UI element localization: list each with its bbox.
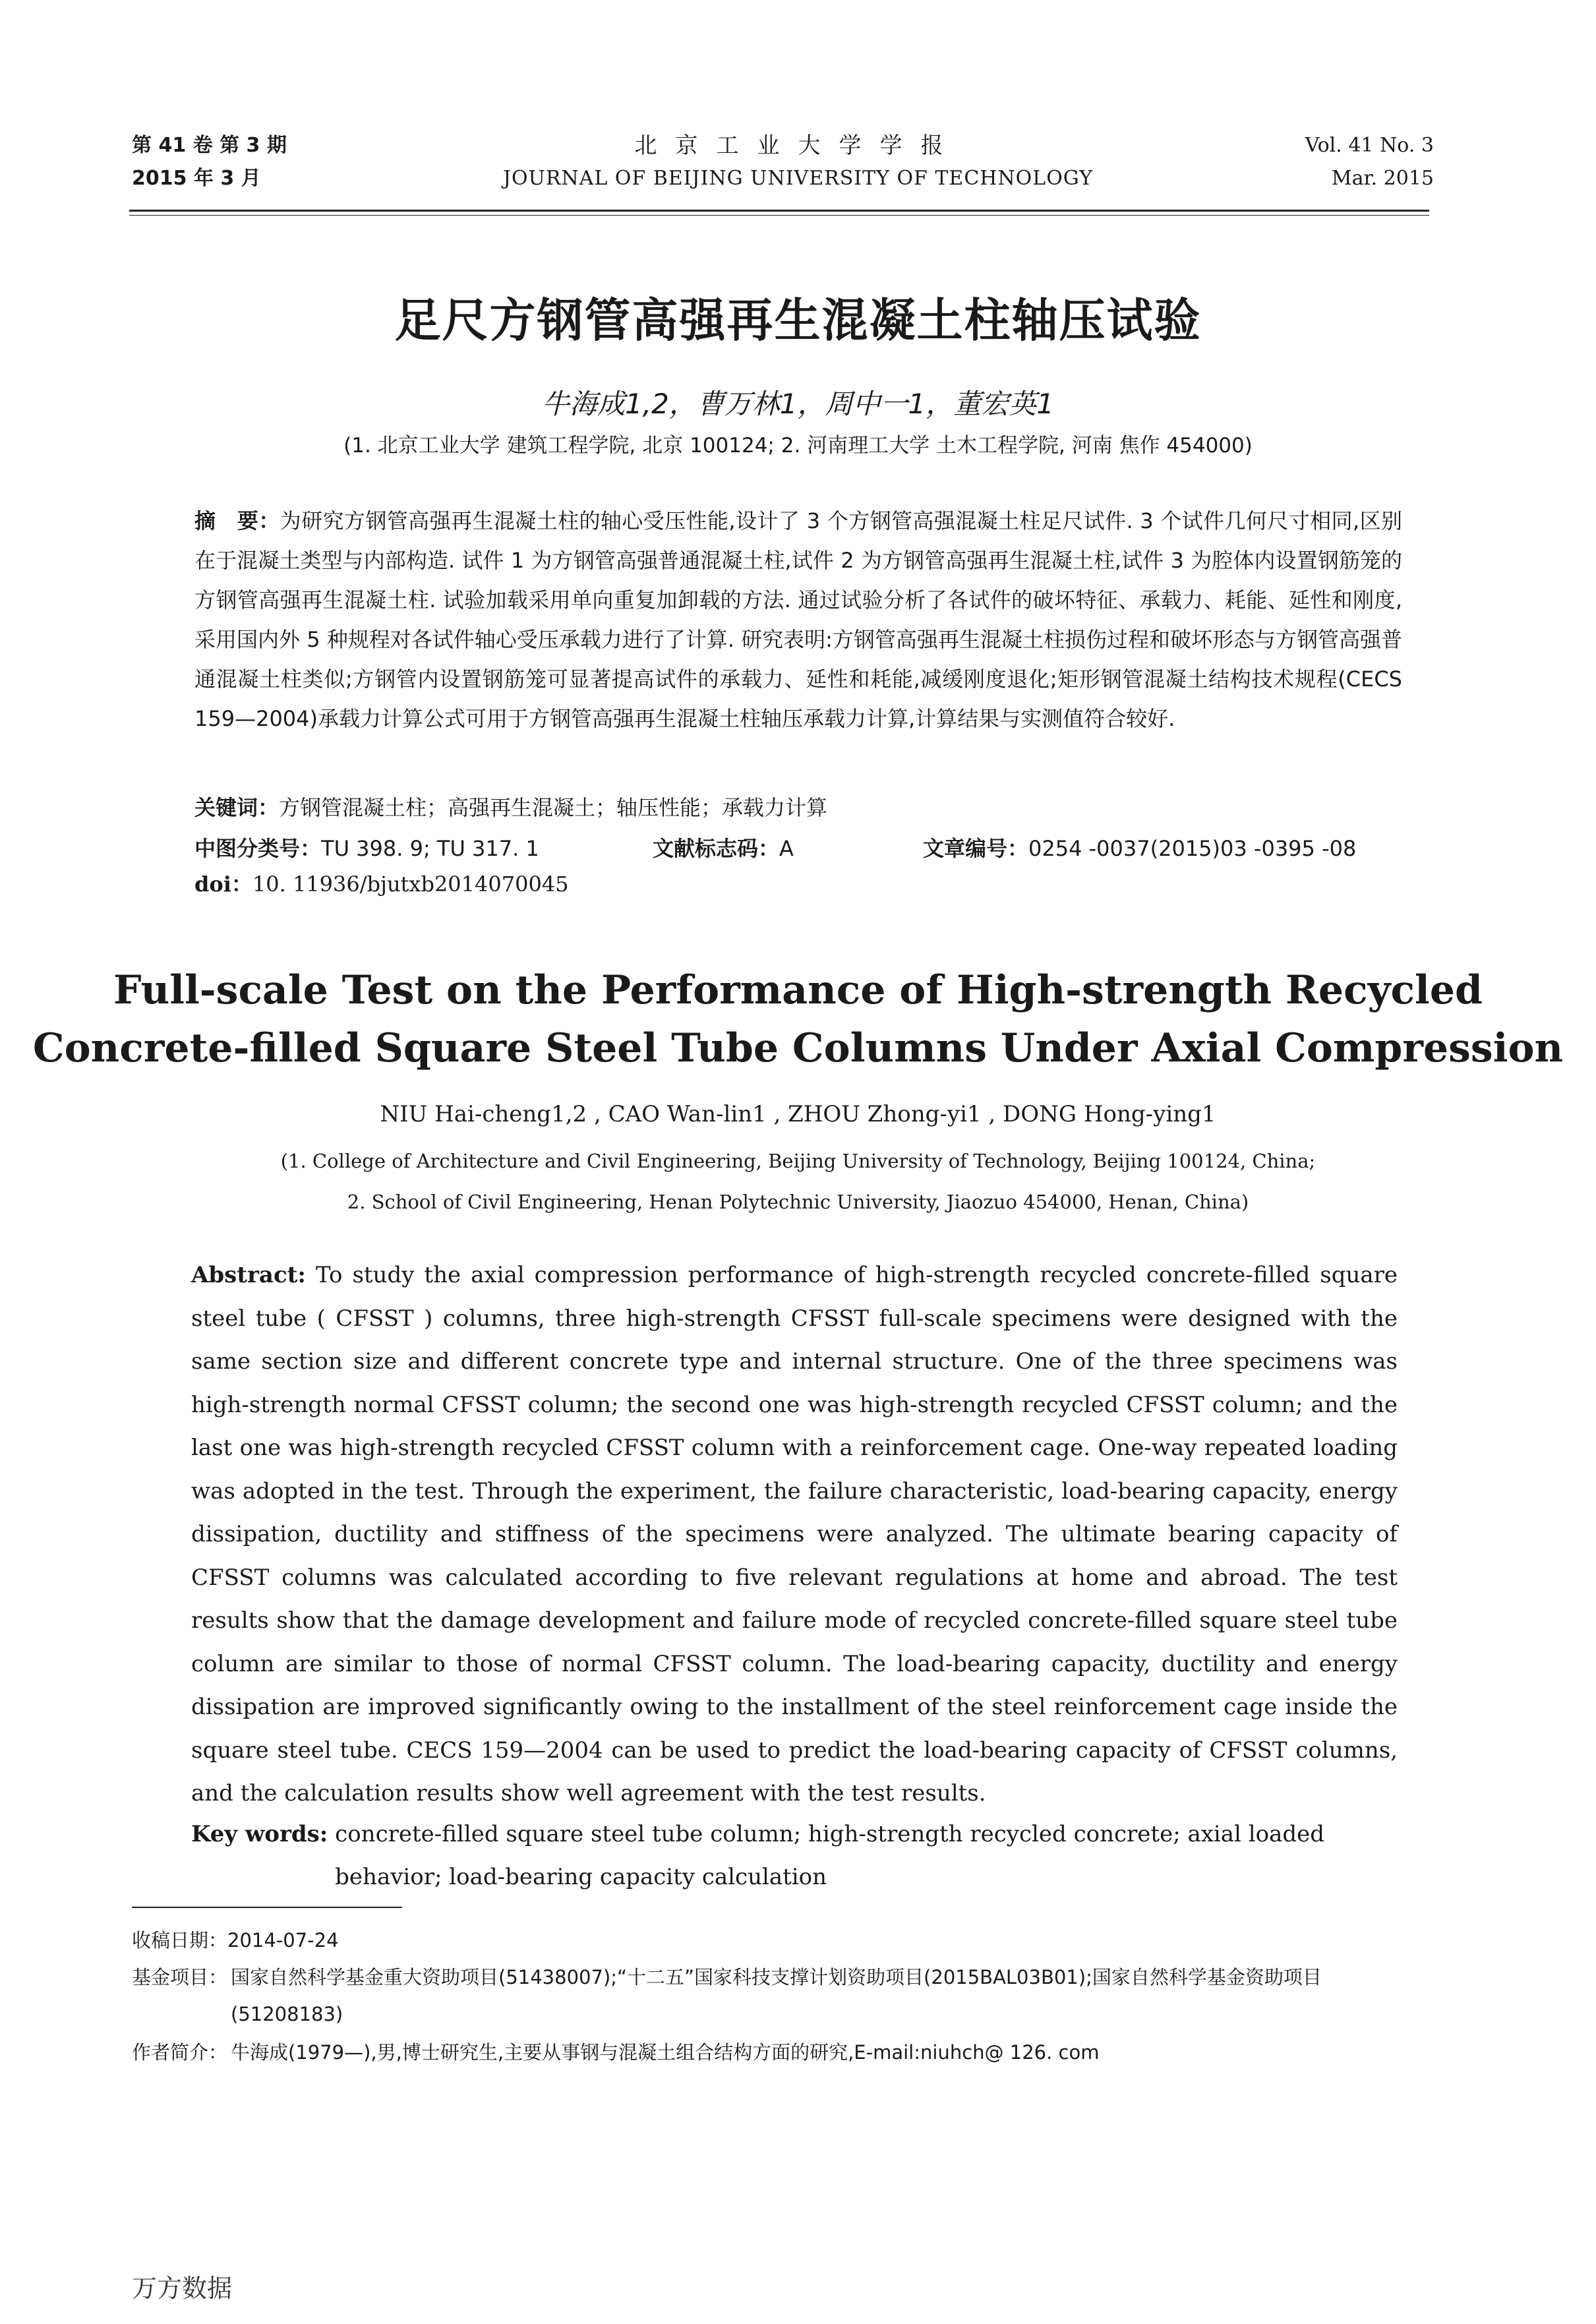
document-code-value: A bbox=[779, 836, 794, 861]
keywords-en-label: Key words: bbox=[191, 1821, 328, 1847]
keywords-cn bbox=[194, 791, 827, 821]
clc-value: TU 398. 9; TU 317. 1 bbox=[321, 836, 539, 861]
article-number-label: 文章编号： bbox=[923, 836, 1029, 861]
authors-cn: 牛海成1,2，曹万林1，周中一1，董宏英1 bbox=[542, 388, 1054, 420]
doi bbox=[194, 868, 569, 898]
affiliation-en-1: (1. College of Architecture and Civil Engineering, Beijing University of Technology, Beijing 100124, China; bbox=[280, 1150, 1316, 1172]
header-rule-thin bbox=[129, 215, 1429, 216]
title-en-line2: Concrete-filled Square Steel Tube Columns Under Axial Compression bbox=[32, 1025, 1564, 1071]
title-en bbox=[0, 961, 1596, 1077]
abstract-cn bbox=[194, 501, 1402, 738]
author-bio-text: 牛海成(1979—),男,博士研究生,主要从事钢与混凝土组合结构方面的研究,E-mail:niuhch@ 126. com bbox=[231, 2041, 1100, 2064]
volume-issue-en: Vol. 41 No. 3 bbox=[1305, 134, 1434, 157]
title-cn: 足尺方钢管高强再生混凝土柱轴压试验 bbox=[394, 293, 1202, 347]
abstract-en-label: Abstract: bbox=[191, 1262, 306, 1288]
document-code bbox=[653, 832, 794, 862]
footnote-received bbox=[132, 1922, 1437, 1959]
fund-label: 基金项目： bbox=[132, 1966, 228, 1988]
doi-label: doi： bbox=[194, 872, 252, 897]
abstract-cn-text: 为研究方钢管高强再生混凝土柱的轴心受压性能,设计了 3 个方钢管高强混凝土柱足尺试件. 3 个试件几何尺寸相同,区别在于混凝土类型与内部构造. 试件 1 为方钢管高强普通混凝土柱,试件 2 为方钢管高强再生混凝土柱,试件 3 为腔体内设置钢筋笼的方钢管高强再生混凝土柱. 试验加载采用单向重复加卸载的方法. 通过试验分析了各试件的破坏特征、承载力、耗能、延性和刚度,采用国内外 5 种规程对各试件轴心受压承载力进行了计算. 研究表明:方钢管高强再生混凝土柱损伤过程和破坏形态与方钢管高强普通混凝土柱类似;方钢管内设置钢筋笼可显著提高试件的承载力、延性和耗能,减缓刚度退化;矩形钢管混凝土结构技术规程(CECS 159—2004)承载力计算公式可用于方钢管高强再生混凝土柱轴压承载力计算,计算结果与实测值符合较好. bbox=[194, 508, 1402, 731]
keywords-en bbox=[191, 1813, 1398, 1899]
keywords-cn-text: 方钢管混凝土柱；高强再生混凝土；轴压性能；承载力计算 bbox=[279, 795, 828, 820]
date-en: Mar. 2015 bbox=[1331, 167, 1434, 190]
journal-issue-en bbox=[1305, 129, 1434, 195]
date-cn: 2015 年 3 月 bbox=[132, 167, 261, 190]
received-label: 收稿日期： bbox=[132, 1929, 228, 1952]
author-bio-label: 作者简介： bbox=[132, 2041, 228, 2064]
fund-text: 国家自然科学基金重大资助项目(51438007);“十二五”国家科技支撑计划资助项目(2015BAL03B01);国家自然科学基金资助项目(51208183) bbox=[231, 1966, 1322, 2025]
journal-name-cn: 北京工业大学学报 bbox=[634, 133, 962, 159]
abstract-en bbox=[191, 1254, 1398, 1816]
journal-name-en: JOURNAL OF BEIJING UNIVERSITY OF TECHNOLOGY bbox=[502, 167, 1094, 190]
volume-issue-cn: 第 41 卷 第 3 期 bbox=[132, 134, 287, 157]
footnote-fund bbox=[132, 1959, 1437, 2033]
affiliation-cn: (1. 北京工业大学 建筑工程学院, 北京 100124; 2. 河南理工大学 土木工程学院, 河南 焦作 454000) bbox=[343, 434, 1253, 458]
doi-value: 10. 11936/bjutxb2014070045 bbox=[252, 872, 569, 897]
received-date: 2014-07-24 bbox=[227, 1929, 339, 1952]
clc-number bbox=[194, 832, 539, 862]
keywords-cn-label: 关键词： bbox=[194, 795, 280, 820]
keywords-en-text: concrete-filled square steel tube column; high-strength recycled concrete; axial loaded behavior; load-bearing capacity calculation bbox=[335, 1821, 1325, 1890]
header-rule-thick bbox=[129, 210, 1429, 212]
document-code-label: 文献标志码： bbox=[653, 836, 780, 861]
clc-label: 中图分类号： bbox=[194, 836, 322, 861]
article-number-value: 0254 -0037(2015)03 -0395 -08 bbox=[1028, 836, 1357, 861]
affiliation-en-2: 2. School of Civil Engineering, Henan Polytechnic University, Jiaozuo 454000, Henan, China) bbox=[347, 1191, 1249, 1213]
authors-en: NIU Hai-cheng1,2 , CAO Wan-lin1 , ZHOU Zhong-yi1 , DONG Hong-ying1 bbox=[380, 1101, 1216, 1127]
article-number bbox=[923, 832, 1356, 862]
title-en-line1: Full-scale Test on the Performance of High-strength Recycled bbox=[113, 967, 1483, 1013]
abstract-cn-label: 摘 要： bbox=[194, 508, 280, 533]
watermark: 万方数据 bbox=[132, 2274, 233, 2303]
footnote-rule bbox=[132, 1907, 402, 1908]
abstract-en-text: To study the axial compression performance of high-strength recycled concrete-filled square steel tube ( CFSST ) columns, three high-strength CFSST full-scale specimens were designed with the same section size and different concrete type and internal structure. One of the three specimens was high-strength normal CFSST column; the second one was high-strength recycled CFSST column; and the last one was high-strength recycled CFSST column with a reinforcement cage. One-way repeated loading was adopted in the test. Through the experiment, the failure characteristic, load-bearing capacity, energy dissipation, ductility and stiffness of the specimens were analyzed. The ultimate bearing capacity of CFSST columns was calculated according to five relevant regulations at home and abroad. The test results show that the damage development and failure mode of recycled concrete-filled square steel tube column are similar to those of normal CFSST column. The load-bearing capacity, ductility and energy dissipation are improved significantly owing to the installment of the steel reinforcement cage inside the square steel tube. CECS 159—2004 can be used to predict the load-bearing capacity of CFSST columns, and the calculation results show well agreement with the test results. bbox=[191, 1262, 1398, 1806]
footnote-author bbox=[132, 2034, 1437, 2071]
